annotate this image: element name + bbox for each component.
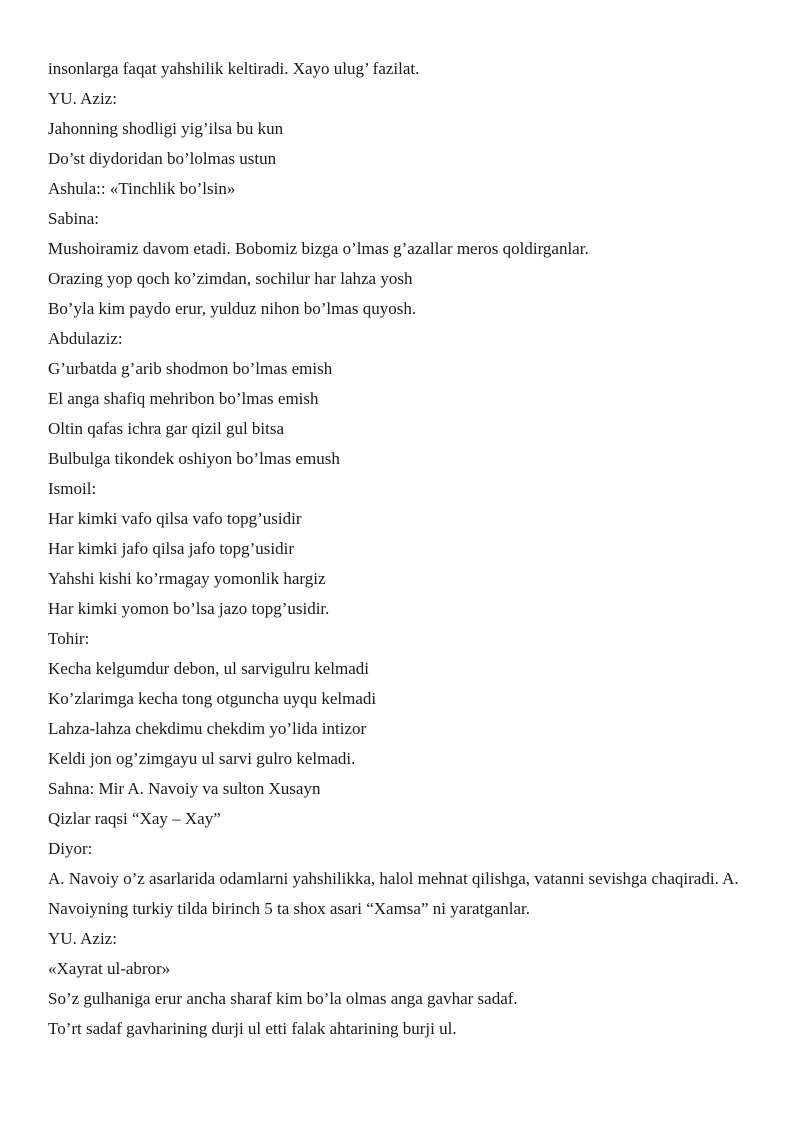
verse-line: G’urbatda g’arib shodmon bo’lmas emish (48, 359, 333, 378)
text-line: Qizlar raqsi “Xay – Xay” (48, 809, 221, 828)
text-line: Ashula:: «Tinchlik bo’lsin» (48, 179, 236, 198)
verse-line: Lahza-lahza chekdimu chekdim yo’lida intizor (48, 719, 367, 738)
document-page (48, 54, 760, 1044)
speaker-label: Abdulaziz: (48, 329, 123, 348)
verse-line: So’z gulhaniga erur ancha sharaf kim bo’la olmas anga gavhar sadaf. (48, 989, 518, 1008)
speaker-label: Ismoil: (48, 479, 97, 498)
verse-line: Har kimki vafo qilsa vafo topg’usidir (48, 509, 302, 528)
narration-paragraph: A. Navoiy o’z asarlarida odamlarni yahshilikka, halol mehnat qilishga, vatanni sevishga chaqiradi. A. Navoiyning turkiy tilda birinch 5 ta shox asari “Xamsa” ni yaratganlar. (48, 869, 739, 918)
verse-line: Kecha kelgumdur debon, ul sarvigulru kelmadi (48, 659, 370, 678)
text-line: insonlarga faqat yahshilik keltiradi. Xayo ulug’ fazilat. (48, 59, 420, 78)
verse-line: Do’st diydoridan bo’lolmas ustun (48, 149, 277, 168)
speaker-label: Sabina: (48, 209, 99, 228)
verse-line: Bulbulga tikondek oshiyon bo’lmas emush (48, 449, 340, 468)
verse-line: Orazing yop qoch ko’zimdan, sochilur har lahza yosh (48, 269, 413, 288)
speaker-label: Tohir: (48, 629, 90, 648)
scene-heading: Sahna: Mir A. Navoiy va sulton Xusayn (48, 779, 321, 798)
text-line: Mushoiramiz davom etadi. Bobomiz bizga o’lmas g’azallar meros qoldirganlar. (48, 239, 589, 258)
text-line: «Xayrat ul-abror» (48, 959, 171, 978)
verse-line: Har kimki jafo qilsa jafo topg’usidir (48, 539, 294, 558)
verse-line: El anga shafiq mehribon bo’lmas emish (48, 389, 319, 408)
speaker-label: Diyor: (48, 839, 93, 858)
verse-line: Ko’zlarimga kecha tong otguncha uyqu kelmadi (48, 689, 377, 708)
verse-line: To’rt sadaf gavharining durji ul etti falak ahtarining burji ul. (48, 1019, 457, 1038)
verse-line: Oltin qafas ichra gar qizil gul bitsa (48, 419, 285, 438)
speaker-label: YU. Aziz: (48, 89, 117, 108)
verse-line: Yahshi kishi ko’rmagay yomonlik hargiz (48, 569, 326, 588)
verse-line: Bo’yla kim paydo erur, yulduz nihon bo’lmas quyosh. (48, 299, 417, 318)
speaker-label: YU. Aziz: (48, 929, 117, 948)
verse-line: Har kimki yomon bo’lsa jazo topg’usidir. (48, 599, 330, 618)
verse-line: Keldi jon og’zimgayu ul sarvi gulro kelmadi. (48, 749, 356, 768)
verse-line: Jahonning shodligi yig’ilsa bu kun (48, 119, 284, 138)
